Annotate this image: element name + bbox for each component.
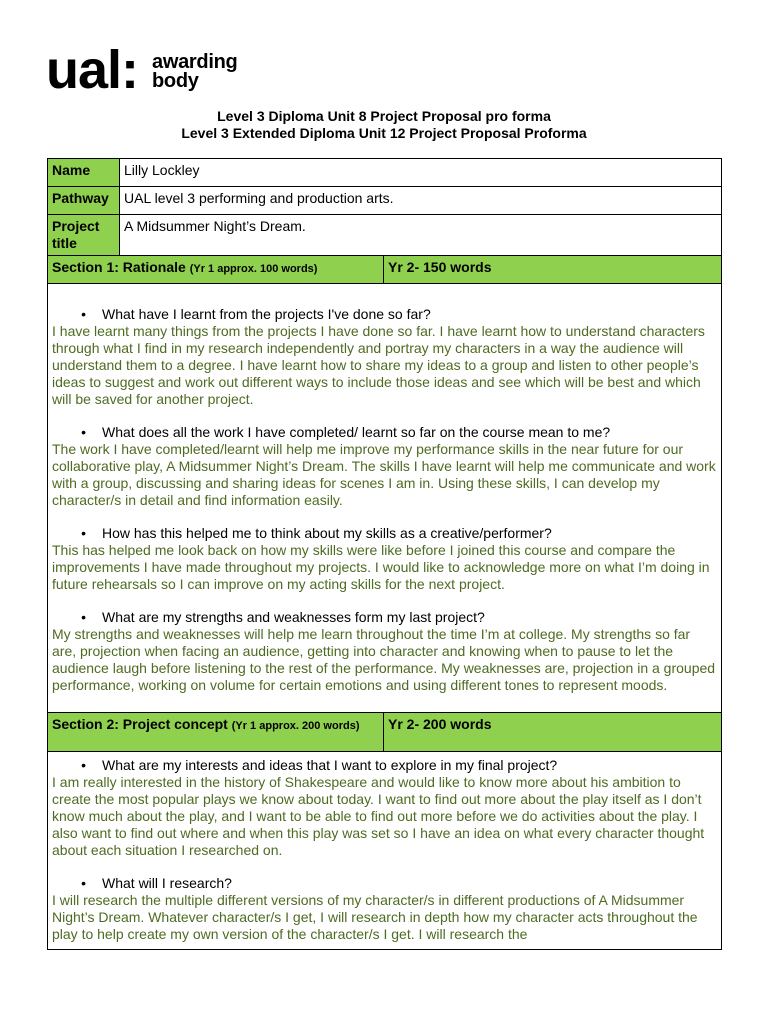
answer-text: I will research the multiple different versions of my character/s in different productions of A Midsummer Night’s Dream. Whatever character/s I get, I will research in depth how my character acts throughout the play to help create my own version of the character/s I get. I will research the [52,892,698,942]
qa-item [52,306,717,408]
answer-text: My strengths and weaknesses will help me learn throughout the time I’m at college. My strengths so far are, projection when facing an audience, getting into character and knowing when to pause to let the audience laugh before listening to the rest of the performance. My weaknesses are, projection in a grouped performance, working on volume for certain emotions and using different tones to represent moods. [52,626,716,693]
project-title-row [48,215,722,256]
bullet-icon: • [81,757,86,773]
ual-logo [46,40,238,100]
question-text: How has this helped me to think about my skills as a creative/performer? [102,525,552,541]
pathway-label: Pathway [48,187,120,215]
qa-item [52,875,717,943]
section1-title: Section 1: Rationale [52,259,190,275]
qa-item [52,424,717,509]
pathway-row [48,187,722,215]
question [52,525,717,542]
title-line-1: Level 3 Diploma Unit 8 Project Proposal pro forma [217,108,551,124]
bullet-icon: • [81,875,86,891]
logo-subtitle [152,53,237,91]
section2-heading [48,713,384,752]
question-text: What are my interests and ideas that I want to explore in my final project? [102,757,558,773]
qa-item [52,525,717,593]
answer-text: I have learnt many things from the projects I have done so far. I have learnt how to understand characters through what I find in my research independently and portray my characters in a way the audience will understand them to a degree. I have learnt how to share my ideas to a group and listen to other people’s ideas to suggest and work out different ways to include those ideas and see which will be best and which will be saved for another project. [52,323,705,407]
answer-text: The work I have completed/learnt will help me improve my performance skills in the near future for our collaborative play, A Midsummer Night’s Dream. The skills I have learnt will help me communicate and work with a group, discussing and sharing ideas for scenes I am in. Using these skills, I can develop my character/s in detail and find information easily. [52,441,716,508]
section2-title: Section 2: Project concept [52,716,232,732]
name-label: Name [48,159,120,187]
question [52,424,717,441]
question-text: What are my strengths and weaknesses form my last project? [102,609,485,625]
section1-heading [48,256,384,284]
answer-text: This has helped me look back on how my skills were like before I joined this course and compare the improvements I have made throughout my projects. I would like to acknowledge more on what I’m doing in future rehearsals so I can improve on my acting skills for the next project. [52,542,710,592]
section1-header-row [48,256,722,284]
question-text: What will I research? [102,875,232,891]
title-line-2: Level 3 Extended Diploma Unit 12 Project Proposal Proforma [181,125,587,141]
question [52,875,717,892]
bullet-icon: • [81,306,86,322]
question [52,306,717,323]
project-title-value: A Midsummer Night’s Dream. [120,215,722,256]
project-title-label: Project title [48,215,120,256]
section2-header-row [48,713,722,752]
section2-note: (Yr 1 approx. 200 words) [231,720,360,732]
name-row [48,159,722,187]
question [52,757,717,774]
section2-content [48,752,722,950]
bullet-icon: • [81,609,86,625]
question-text: What does all the work I have completed/ learnt so far on the course mean to me? [102,424,611,440]
section1-content-row [48,284,722,713]
answer-text: I am really interested in the history of Shakespeare and would like to know more about his ambition to create the most popular plays we know about today. I want to find out more about the play itself as I don’t know much about the play, and I want to be able to find out more before we do activities about the play. I also want to find out where and when this play was set so I have an idea on what every character thought about each situation I researched on. [52,774,705,858]
logo-line-1: awarding [152,51,238,73]
document-titles [0,108,768,142]
section1-note: (Yr 1 approx. 100 words) [189,263,318,275]
proposal-table [47,158,722,950]
question-text: What have I learnt from the projects I've done so far? [102,306,431,322]
bullet-icon: • [81,525,86,541]
bullet-icon: • [81,424,86,440]
question [52,609,717,626]
qa-item [52,757,717,859]
name-value: Lilly Lockley [120,159,722,187]
qa-item [52,609,717,694]
section1-content [48,284,722,713]
section2-content-row [48,752,722,950]
pathway-value: UAL level 3 performing and production arts. [120,187,722,215]
section2-yr2: Yr 2- 200 words [384,713,722,752]
logo-line-2: body [152,70,199,92]
section1-yr2: Yr 2- 150 words [384,256,722,284]
logo-brand: ual: [46,40,139,100]
